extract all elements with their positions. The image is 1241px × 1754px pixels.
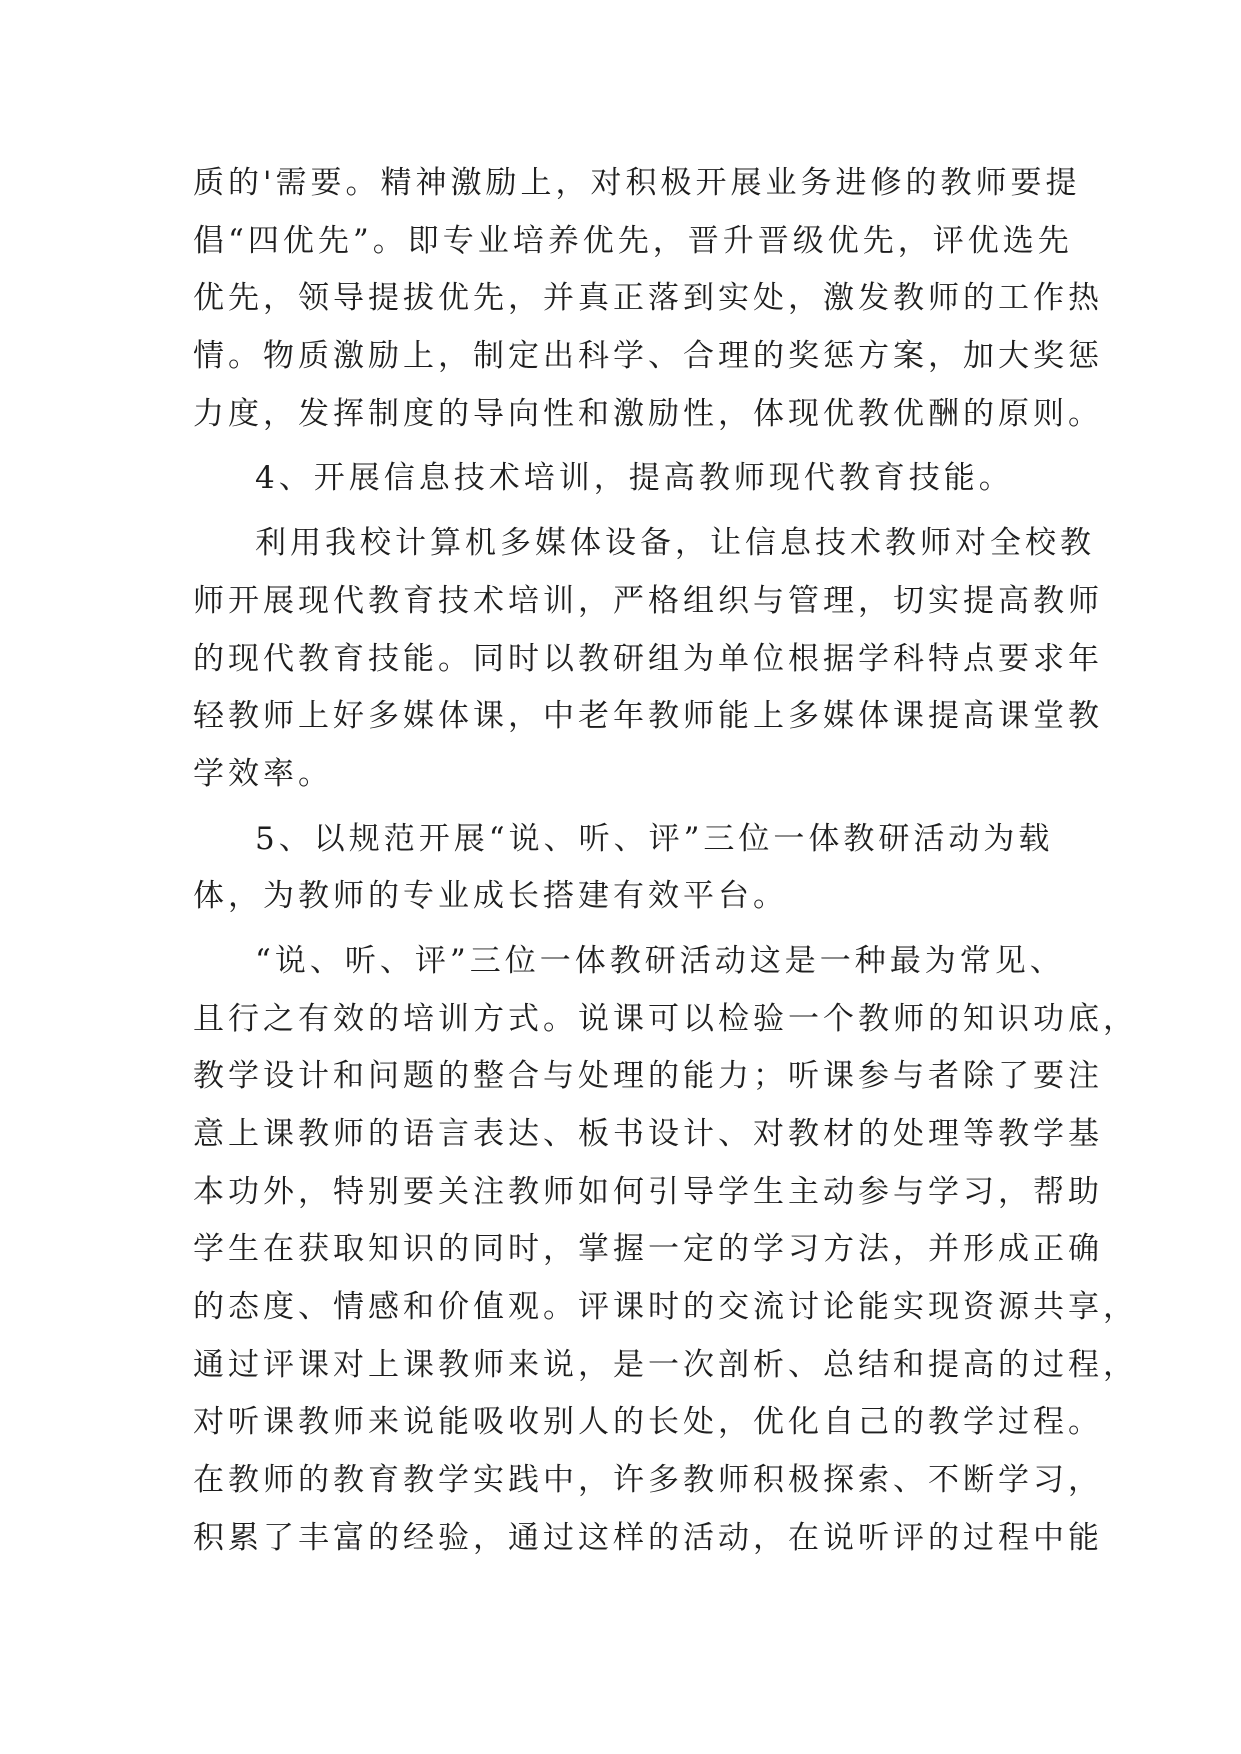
text-line: 轻教师上好多媒体课，中老年教师能上多媒体课提高课堂教	[193, 698, 1103, 735]
section-heading-4: 4、开展信息技术培训，提高教师现代教育技能。	[255, 460, 1014, 497]
text-line: 本功外，特别要关注教师如何引导学生主动参与学习，帮助	[193, 1173, 1103, 1210]
text-line: 对听课教师来说能吸收别人的长处，优化自己的教学过程。	[193, 1404, 1103, 1441]
body-text	[193, 155, 1138, 1568]
text-line: 倡“四优先”。即专业培养优先，晋升晋级优先，评优选先	[193, 222, 1073, 259]
text-line: 师开展现代教育技术培训，严格组织与管理，切实提高教师	[193, 582, 1103, 619]
text-line: 质的'需要。精神激励上，对积极开展业务进修的教师要提	[193, 165, 1081, 201]
text-line: 优先，领导提拔优先，并真正落到实处，激发教师的工作热	[193, 280, 1103, 317]
text-line: 教学设计和问题的整合与处理的能力；听课参与者除了要注	[193, 1058, 1103, 1095]
text-line: 意上课教师的语言表达、板书设计、对教材的处理等教学基	[193, 1116, 1103, 1152]
text-line: 情。物质激励上，制定出科学、合理的奖惩方案，加大奖惩	[193, 338, 1103, 375]
text-line: 的态度、情感和价值观。评课时的交流讨论能实现资源共享，	[193, 1289, 1138, 1326]
section-heading-5-continued: 体，为教师的专业成长搭建有效平台。	[193, 878, 788, 915]
text-line: 积累了丰富的经验，通过这样的活动，在说听评的过程中能	[193, 1519, 1103, 1556]
text-line: 学效率。	[193, 755, 333, 792]
text-line: 力度，发挥制度的导向性和激励性，体现优教优酬的原则。	[193, 395, 1103, 432]
text-line: 利用我校计算机多媒体设备，让信息技术教师对全校教	[255, 525, 1095, 562]
text-line: 的现代教育技能。同时以教研组为单位根据学科特点要求年	[193, 640, 1103, 677]
text-line: 在教师的教育教学实践中，许多教师积极探索、不断学习，	[193, 1462, 1103, 1499]
text-line: “说、听、评”三位一体教研活动这是一种最为常见、	[255, 942, 1065, 979]
text-line: 学生在获取知识的同时，掌握一定的学习方法，并形成正确	[193, 1231, 1103, 1268]
text-line: 且行之有效的培训方式。说课可以检验一个教师的知识功底，	[193, 1000, 1138, 1037]
section-heading-5: 5、以规范开展“说、听、评”三位一体教研活动为载	[255, 820, 1054, 857]
text-line: 通过评课对上课教师来说，是一次剖析、总结和提高的过程，	[193, 1346, 1138, 1383]
